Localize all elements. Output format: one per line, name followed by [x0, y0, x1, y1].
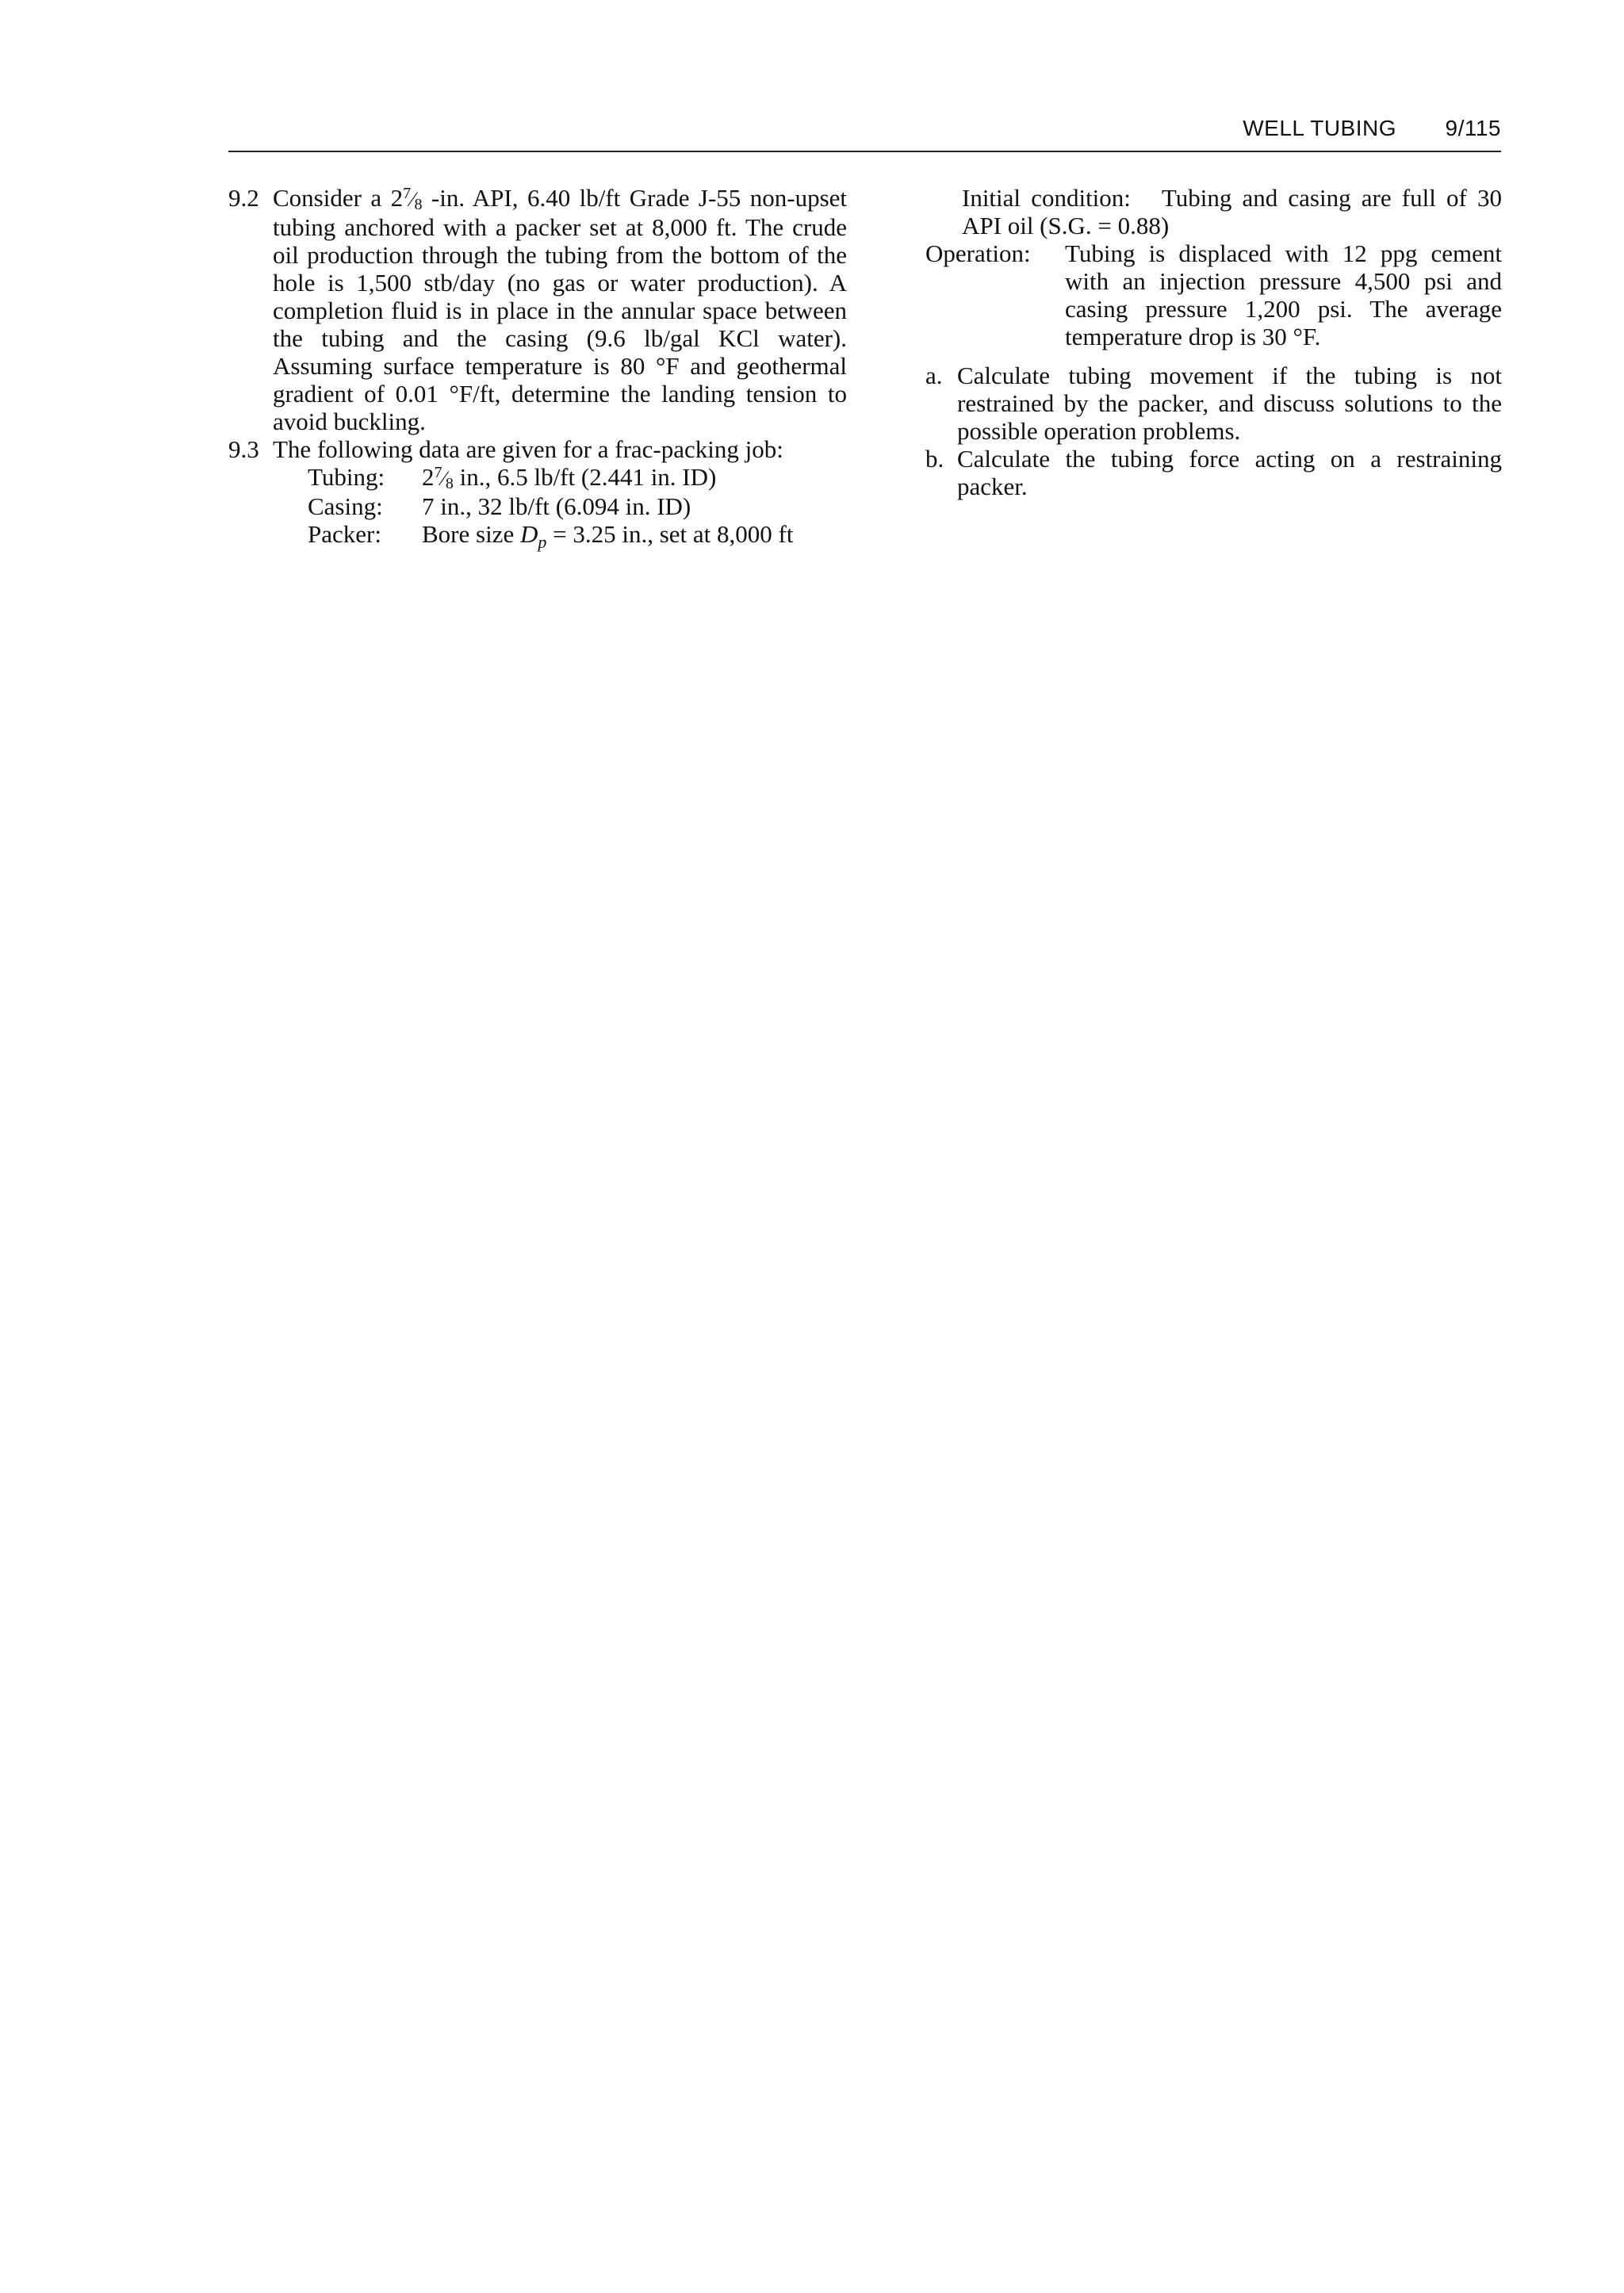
- part-text: Calculate the tubing force acting on a restraining packer.: [957, 445, 1502, 500]
- part-a: [925, 362, 1502, 445]
- operation-label: Operation:: [925, 239, 1031, 267]
- problem-parts: [925, 362, 1502, 500]
- part-letter: b.: [925, 445, 944, 473]
- fraction-seven-eighths: $^7⁄_8$: [403, 185, 423, 213]
- page-number: 9/115: [1445, 116, 1501, 140]
- problem-text-body: -in. API, 6.40 lb/ft Grade J-55 non-upset tubing anchored with a packer set at 8,000 ft. The crude oil production through the tubing from the bottom of the hole is 1,500 stb/day (no gas or water production). A completion fluid is in place in the annular space between the tubing and the casing (9.6 lb/gal KCl water). Assuming surface temperature is 80 °F and geothermal gradient of 0.01 °F/ft, determine the landing tension to avoid buckling.: [273, 184, 848, 435]
- chapter-title: WELL TUBING: [1243, 116, 1396, 140]
- operation: [925, 239, 1502, 350]
- problem-number: 9.2: [228, 184, 259, 212]
- part-text: Calculate tubing movement if the tubing is not restrained by the packer, and discuss solutions to the possible operation problems.: [957, 362, 1502, 445]
- fraction-numerator: 7: [403, 185, 412, 202]
- initial-condition-label: Initial condition:: [962, 184, 1131, 212]
- problem-9-2: [228, 184, 847, 435]
- initial-condition: [962, 184, 1502, 239]
- packer-value: Bore size $D_p = 3.25$ in., set at 8,000 ft: [422, 520, 794, 553]
- packer-label: Packer:: [308, 520, 381, 548]
- problem-intro: The following data are given for a frac-packing job:: [273, 435, 783, 463]
- part-letter: a.: [925, 362, 943, 389]
- tubing-label: Tubing:: [308, 463, 385, 491]
- tubing-row: [308, 463, 847, 492]
- initial-condition-value: Tubing and casing are full of 30 API oil (S.G. = 0.88): [962, 184, 1502, 239]
- operation-value: Tubing is displaced with 12 ppg cement with an injection pressure 4,500 psi and casing pressure 1,200 psi. The average temperature drop is 30 °F.: [1065, 239, 1502, 350]
- running-header: [228, 113, 1501, 152]
- casing-label: Casing:: [308, 492, 383, 520]
- casing-row: [308, 492, 847, 520]
- tubing-value: $2^7⁄_8$ in., 6.5 lb/ft (2.441 in. ID): [422, 463, 717, 492]
- casing-value: 7 in., 32 lb/ft (6.094 in. ID): [422, 492, 691, 520]
- left-column: [228, 184, 847, 556]
- right-column: [925, 184, 1502, 500]
- problem-number: 9.3: [228, 435, 259, 463]
- fraction-denominator: 8: [414, 196, 423, 213]
- part-b: [925, 445, 1502, 500]
- problem-text-start: Consider a 2: [273, 184, 404, 212]
- packer-row: [308, 520, 847, 556]
- problem-9-3: [228, 435, 847, 463]
